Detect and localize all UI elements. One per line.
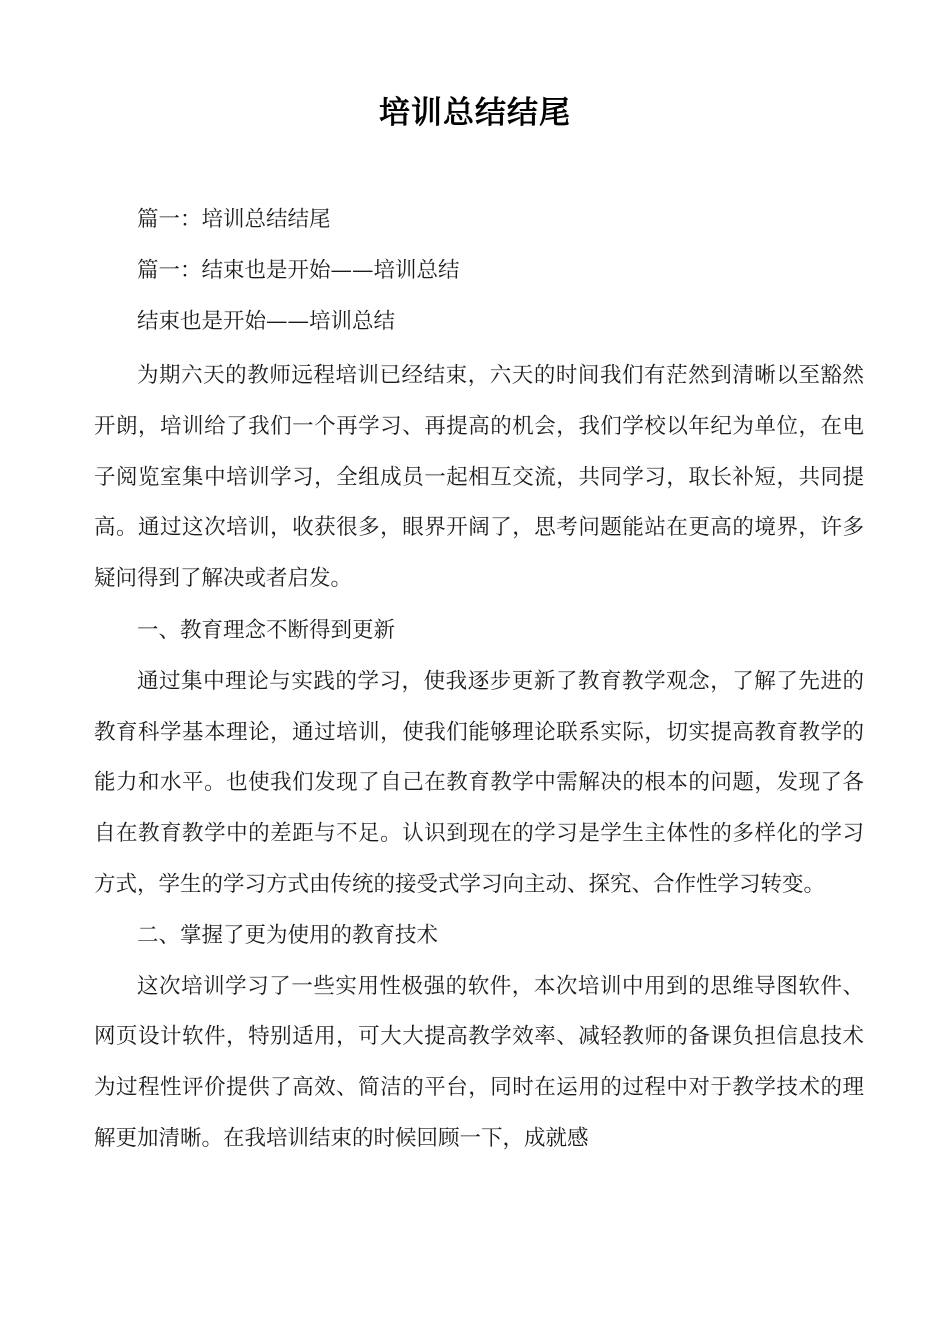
heading-line-2: 篇一：结束也是开始——培训总结 xyxy=(137,257,460,283)
section-1-paragraph: 通过集中理论与实践的学习，使我逐步更新了教育教学观念，了解了先进的教育科学基本理论，通过培训，使我们能够理论联系实际，切实提高教育教学的能力和水平。也使我们发现了自己在教育教学中需解决的根本的问题，发现了各自在教育教学中的差距与不足。认识到现在的学习是学生主体性的多样化的学习方式，学生的学习方式由传统的接受式学习向主动、探究、合作性学习转变。 xyxy=(94,668,864,897)
section-1-heading: 一、教育理念不断得到更新 xyxy=(137,618,396,643)
heading-block xyxy=(94,195,864,347)
document-title: 培训总结结尾 xyxy=(379,95,571,131)
section-2-paragraph: 这次培训学习了一些实用性极强的软件，本次培训中用到的思维导图软件、网页设计软件，特别适用，可大大提高教学效率、减轻教师的备课负担信息技术为过程性评价提供了高效、简洁的平台，同时在运用的过程中对于教学技术的理解更加清晰。在我培训结束的时候回顾一下，成就感 xyxy=(94,973,864,1151)
sections-block xyxy=(94,606,864,1165)
heading-line-3: 结束也是开始——培训总结 xyxy=(137,308,396,334)
section-2-heading: 二、掌握了更为使用的教育技术 xyxy=(137,922,439,948)
heading-line-1: 篇一：培训总结结尾 xyxy=(137,207,331,232)
intro-block xyxy=(94,351,864,605)
intro-paragraph: 为期六天的教师远程培训已经结束，六天的时间我们有茫然到清晰以至豁然开朗，培训给了我们一个再学习、再提高的机会，我们学校以年纪为单位，在电子阅览室集中培训学习，全组成员一起相互交流，共同学习，取长补短，共同提高。通过这次培训，收获很多，眼界开阔了，思考问题能站在更高的境界，许多疑问得到了解决或者启发。 xyxy=(94,363,864,592)
